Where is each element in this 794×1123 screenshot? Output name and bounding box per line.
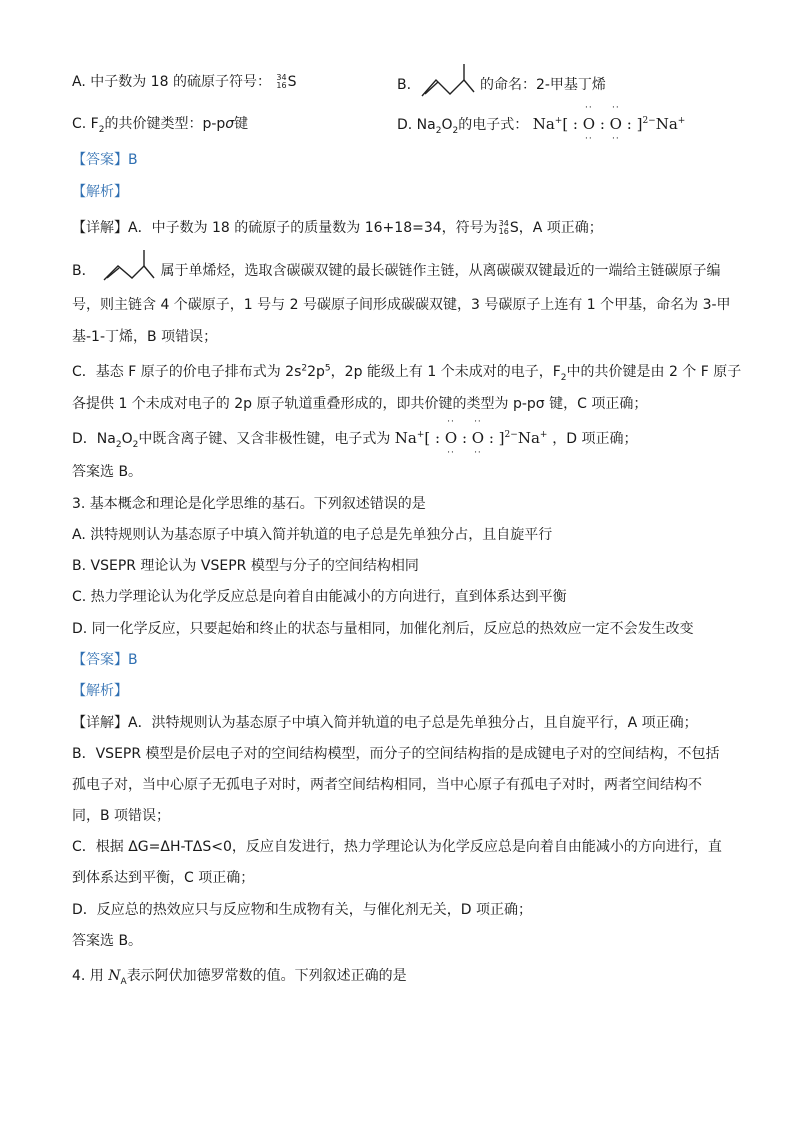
nuclide-symbol: 34 16 bbox=[498, 219, 509, 236]
q3-detail-d: D．反应总的热效应只与反应物和生成物有关，与催化剂无关，D 项正确； bbox=[72, 902, 533, 918]
skeletal-formula-icon bbox=[100, 246, 156, 282]
q3-answer: 【答案】B bbox=[72, 652, 138, 668]
q3-stem: 3. 基本概念和理论是化学思维的基石。下列叙述错误的是 bbox=[72, 496, 426, 512]
option-b: B. 的命名：2-甲基丁烯 bbox=[397, 72, 606, 98]
q2-detail-c-line2: 各提供 1 个未成对电子的 2p 原子轨道重叠形成的，即共价键的类型为 p-pσ 键，C 项正确； bbox=[72, 396, 648, 412]
q2-detail-b-line2: 号，则主链含 4 个碳原子，1 号与 2 号碳原子间形成碳碳双键，3 号碳原子上连有 1 个甲基，命名为 3-甲 bbox=[72, 297, 731, 313]
q2-detail-d: D．$Na_2O_2$中既含离子键、又含非极性键，电子式为 Na+[ : ·· O ·· : ·· O ·· : ]$^{2-}$Na+ ，D 项正确； bbox=[72, 417, 638, 458]
q3-option-b: B. VSEPR 理论认为 VSEPR 模型与分子的空间结构相同 bbox=[72, 558, 419, 574]
q2-detail-b-line3: 基-1-丁烯，B 项错误； bbox=[72, 329, 218, 345]
q3-detail-b1: B．VSEPR 模型是价层电子对的空间结构模型，而分子的空间结构指的是成键电子对的空间结构，不包括 bbox=[72, 746, 720, 762]
q2-choice: 答案选 B。 bbox=[72, 464, 143, 480]
q2-detail-a: 【详解】A．中子数为 18 的硫原子的质量数为 16+18=34，符号为 34 16 S，A 项正确； bbox=[72, 219, 603, 236]
q3-detail-b2: 孤电子对，当中心原子无孤电子对时，两者空间结构相同，当中心原子有孤电子对时，两者空间结构不 bbox=[72, 777, 702, 793]
q3-option-d: D. 同一化学反应，只要起始和终止的状态与量相同，加催化剂后，反应总的热效应一定不会发生改变 bbox=[72, 621, 694, 637]
q3-detail-c2: 到体系达到平衡，C 项正确； bbox=[72, 870, 255, 886]
q2-detail-b: B． 属于单烯烃，选取含碳碳双键的最长碳链作主链，从离碳碳双键最近的一端给主链碳原子编 bbox=[72, 260, 721, 282]
q3-analysis-label: 【解析】 bbox=[72, 683, 128, 699]
q2-answer: 【答案】B bbox=[72, 152, 138, 168]
q3-option-a: A. 洪特规则认为基态原子中填入简并轨道的电子总是先单独分占，且自旋平行 bbox=[72, 527, 553, 543]
option-c: C. $F_2$的共价键类型：p-pσ键 bbox=[72, 116, 249, 135]
q3-detail-b3: 同，B 项错误； bbox=[72, 808, 171, 824]
electron-formula: Na+[ : ·· O ·· : ·· O ·· : ]$^{2-}$Na+ bbox=[394, 417, 548, 458]
q2-analysis-label: 【解析】 bbox=[72, 184, 128, 200]
q4-stem: 4. 用 $N_A$表示阿伏加德罗常数的值。下列叙述正确的是 bbox=[72, 968, 407, 987]
option-d: D. $Na_2O_2$的电子式： Na+[ : ·· O ·· : ·· O ·· : ]$^{2-}$Na+ bbox=[397, 103, 686, 144]
nuclide-symbol: 34 16 bbox=[276, 73, 287, 90]
q3-detail-c1: C．根据 ΔG=ΔH-TΔS<0，反应自发进行，热力学理论认为化学反应总是向着自由能减小的方向进行，直 bbox=[72, 839, 722, 855]
electron-formula: Na+[ : ·· O ·· : ·· O ·· : ]$^{2-}$Na+ bbox=[532, 103, 686, 144]
q3-choice: 答案选 B。 bbox=[72, 933, 143, 949]
q2-detail-c: C．基态 F 原子的价电子排布式为 $2s^22p^5$，2p 能级上有 1 个未成对的电子，$F_2$中的共价键是由 2 个 F 原子 bbox=[72, 363, 742, 383]
q3-detail-a: 【详解】A．洪特规则认为基态原子中填入简并轨道的电子总是先单独分占，且自旋平行，A 项正确； bbox=[72, 715, 698, 731]
option-a: A. 中子数为 18 的硫原子符号： 34 16 S bbox=[72, 73, 297, 90]
q3-option-c: C. 热力学理论认为化学反应总是向着自由能减小的方向进行，直到体系达到平衡 bbox=[72, 589, 567, 605]
skeletal-formula-icon bbox=[416, 58, 476, 98]
